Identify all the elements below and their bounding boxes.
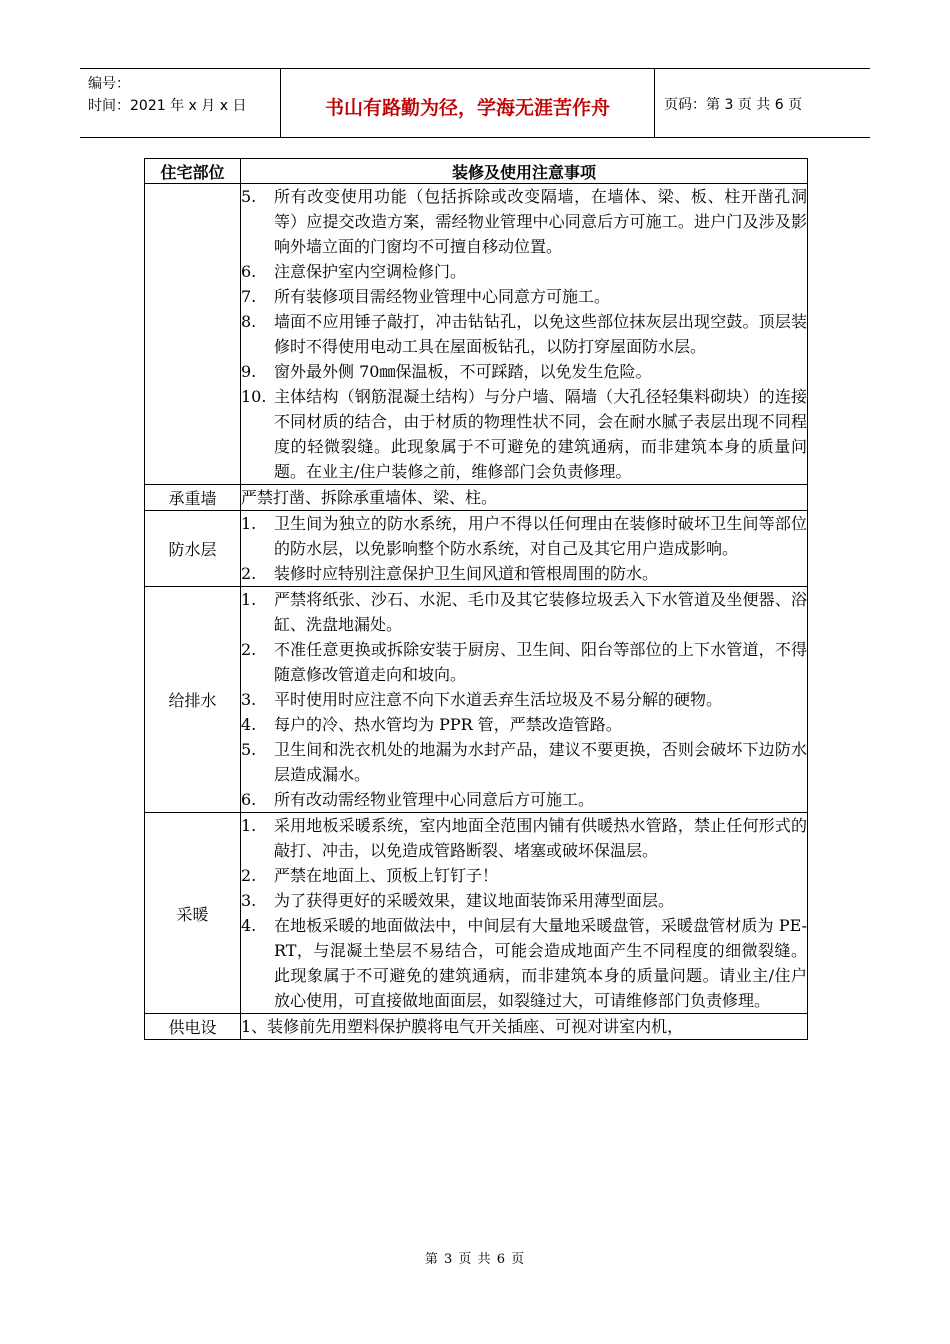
renovation-notes-table	[144, 158, 808, 1040]
item-number: 6.	[241, 262, 257, 281]
item-text: 所有改动需经物业管理中心同意后方可施工。	[274, 790, 595, 809]
list-item	[241, 813, 807, 863]
notes-list	[241, 587, 807, 812]
list-item	[241, 913, 807, 1013]
item-text: 严禁将纸张、沙石、水泥、毛巾及其它装修垃圾丢入下水管道及坐便器、浴缸、洗盘地漏处。	[274, 590, 807, 634]
item-text: 每户的冷、热水管均为 PPR 管，严禁改造管路。	[274, 715, 622, 734]
header-meta	[88, 73, 246, 117]
row-notes: 严禁打凿、拆除承重墙体、梁、柱。	[241, 485, 808, 511]
item-number: 8.	[241, 312, 257, 331]
notes-list	[241, 184, 807, 484]
list-item	[241, 787, 807, 812]
row-part: 供电设	[145, 1014, 241, 1040]
item-number: 5.	[241, 740, 257, 759]
item-text: 卫生间和洗衣机处的地漏为水封产品，建议不要更换，否则会破坏下边防水层造成漏水。	[274, 740, 807, 784]
item-text: 装修时应特别注意保护卫生间风道和管根周围的防水。	[274, 564, 659, 583]
row-notes	[241, 511, 808, 587]
item-text: 为了获得更好的采暖效果，建议地面装饰采用薄型面层。	[274, 891, 675, 910]
item-number: 6.	[241, 790, 257, 809]
item-number: 1.	[241, 590, 257, 609]
page-header	[80, 68, 870, 138]
item-text: 平时使用时应注意不向下水道丢弃生活垃圾及不易分解的硬物。	[274, 690, 723, 709]
item-number: 4.	[241, 715, 257, 734]
list-item	[241, 309, 807, 359]
list-item	[241, 712, 807, 737]
item-text: 不准任意更换或拆除安装于厨房、卫生间、阳台等部位的上下水管道，不得随意修改管道走向和坡向。	[274, 640, 807, 684]
item-text: 在地板采暖的地面做法中，中间层有大量地采暖盘管，采暖盘管材质为 PE-RT，与混凝土垫层不易结合，可能会造成地面产生不同程度的细微裂缝。此现象属于不可避免的建筑通病，而非建筑本身的质量问题。请业主/住户放心使用，可直接做地面面层，如裂缝过大，可请维修部门负责修理。	[274, 916, 807, 1010]
column-header-part: 住宅部位	[145, 159, 241, 184]
item-text: 严禁在地面上、顶板上钉钉子！	[274, 866, 499, 885]
list-item	[241, 259, 807, 284]
list-item	[241, 737, 807, 787]
list-item	[241, 384, 807, 484]
item-number: 3.	[241, 690, 257, 709]
table-row	[145, 184, 808, 485]
column-header-notes: 装修及使用注意事项	[241, 159, 808, 184]
list-item	[241, 511, 807, 561]
table-row	[145, 511, 808, 587]
item-number: 3.	[241, 891, 257, 910]
item-number: 5.	[241, 187, 257, 206]
header-number: 编号：	[88, 76, 130, 92]
list-item	[241, 687, 807, 712]
row-part: 承重墙	[145, 485, 241, 511]
list-item	[241, 637, 807, 687]
item-text: 窗外最外侧 70㎜保温板，不可踩踏，以免发生危险。	[274, 362, 652, 381]
item-number: 2.	[241, 866, 257, 885]
item-text: 所有装修项目需经物业管理中心同意方可施工。	[274, 287, 611, 306]
row-part: 防水层	[145, 511, 241, 587]
item-text: 墙面不应用锤子敲打，冲击钻钻孔，以免这些部位抹灰层出现空鼓。顶层装修时不得使用电动工具在屋面板钻孔，以防打穿屋面防水层。	[274, 312, 807, 356]
item-number: 1.	[241, 816, 257, 835]
header-divider	[654, 69, 655, 137]
table-row	[145, 1014, 808, 1040]
item-text: 所有改变使用功能（包括拆除或改变隔墙，在墙体、梁、板、柱开凿孔洞等）应提交改造方案，需经物业管理中心同意后方可施工。进户门及涉及影响外墙立面的门窗均不可擅自移动位置。	[274, 187, 807, 256]
row-part: 给排水	[145, 587, 241, 813]
item-number: 7.	[241, 287, 257, 306]
item-text: 注意保护室内空调检修门。	[274, 262, 467, 281]
list-item	[241, 888, 807, 913]
notes-list	[241, 511, 807, 586]
item-number: 1.	[241, 514, 257, 533]
item-number: 9.	[241, 362, 257, 381]
table-row	[145, 813, 808, 1014]
row-notes: 1、装修前先用塑料保护膜将电气开关插座、可视对讲室内机，	[241, 1014, 808, 1040]
table-row	[145, 485, 808, 511]
item-text: 采用地板采暖系统，室内地面全范围内铺有供暖热水管路，禁止任何形式的敲打、冲击，以免造成管路断裂、堵塞或破坏保温层。	[274, 816, 807, 860]
list-item	[241, 587, 807, 637]
list-item	[241, 561, 807, 586]
item-number: 10.	[241, 387, 267, 406]
item-number: 2.	[241, 640, 257, 659]
header-time: 时间：2021 年 x 月 x 日	[88, 98, 247, 114]
row-notes	[241, 184, 808, 485]
item-number: 4.	[241, 916, 257, 935]
row-part	[145, 184, 241, 485]
list-item	[241, 284, 807, 309]
notes-list	[241, 813, 807, 1013]
table-row	[145, 587, 808, 813]
item-text: 主体结构（钢筋混凝土结构）与分户墙、隔墙（大孔径轻集料砌块）的连接不同材质的结合，由于材质的物理性状不同，会在耐水腻子表层出现不同程度的轻微裂缝。此现象属于不可避免的建筑通病，而非建筑本身的质量问题。在业主/住户装修之前，维修部门会负责修理。	[274, 387, 807, 481]
row-notes	[241, 813, 808, 1014]
list-item	[241, 359, 807, 384]
header-motto: 书山有路勤为径，学海无涯苦作舟	[324, 97, 610, 119]
page-footer: 第 3 页 共 6 页	[424, 1252, 526, 1267]
row-notes	[241, 587, 808, 813]
header-page-number: 页码：第 3 页 共 6 页	[664, 97, 803, 113]
table-header-row	[145, 159, 808, 184]
list-item	[241, 184, 807, 259]
list-item	[241, 863, 807, 888]
item-number: 2.	[241, 564, 257, 583]
row-part: 采暖	[145, 813, 241, 1014]
item-text: 卫生间为独立的防水系统，用户不得以任何理由在装修时破坏卫生间等部位的防水层，以免影响整个防水系统，对自己及其它用户造成影响。	[274, 514, 807, 558]
